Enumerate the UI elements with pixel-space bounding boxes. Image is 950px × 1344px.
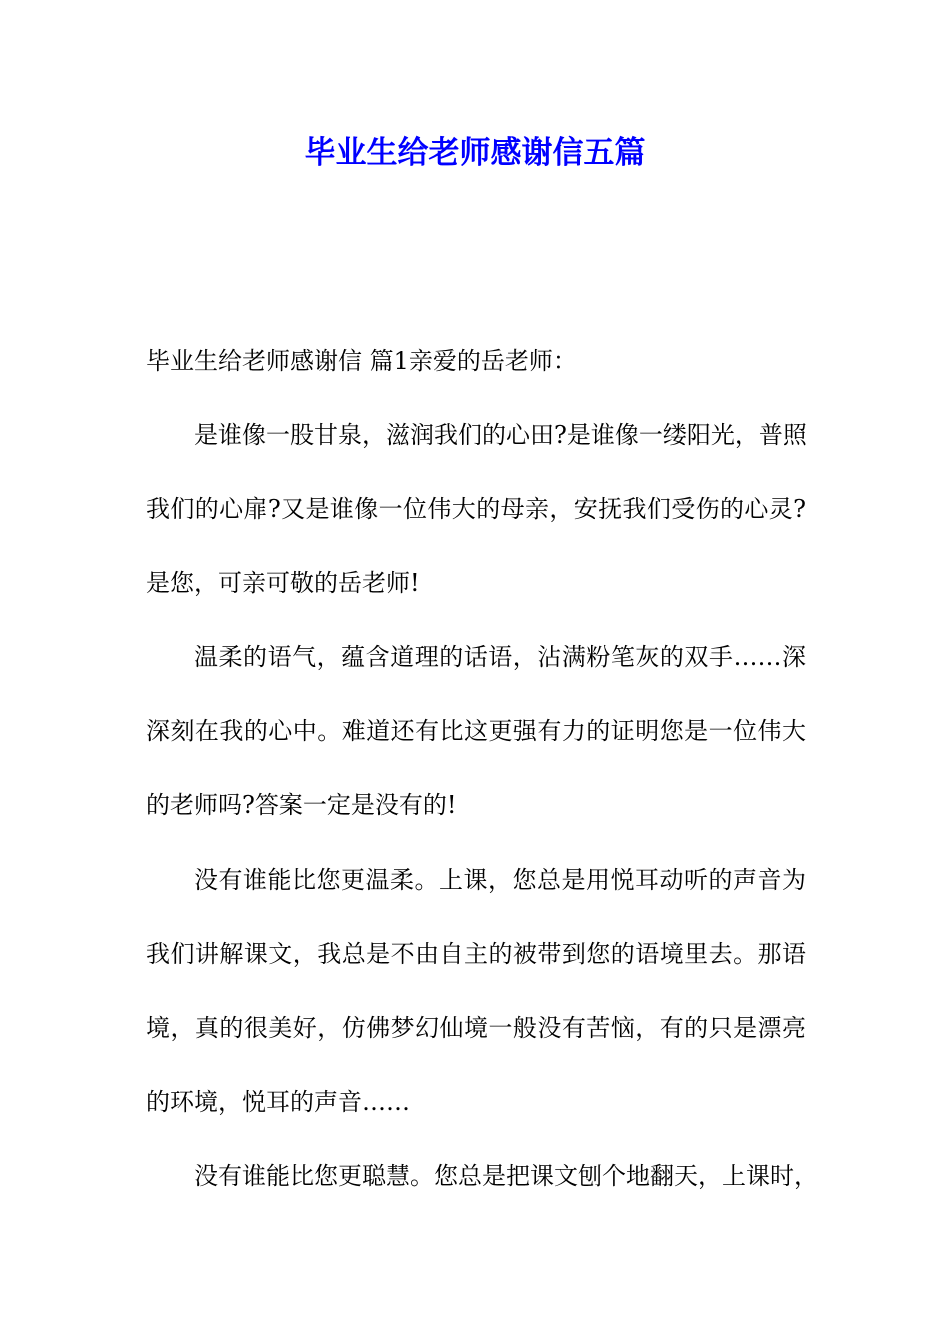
paragraph-line: 是谁像一股甘泉，滋润我们的心田?是谁像一缕阳光，普照 bbox=[194, 421, 807, 449]
paragraph-line: 是您，可亲可敬的岳老师! bbox=[146, 569, 420, 597]
document-title: 毕业生给老师感谢信五篇 bbox=[304, 135, 646, 171]
paragraph-heading-line: 毕业生给老师感谢信 篇1亲爱的岳老师： bbox=[146, 347, 577, 375]
paragraph-line: 温柔的语气，蕴含道理的话语，沾满粉笔灰的双手……深 bbox=[194, 643, 806, 671]
paragraph-line: 没有谁能比您更温柔。上课，您总是用悦耳动听的声音为 bbox=[194, 866, 806, 894]
paragraph-line: 我们讲解课文，我总是不由自主的被带到您的语境里去。那语 bbox=[146, 940, 806, 968]
paragraph-line: 的老师吗?答案一定是没有的! bbox=[146, 791, 457, 819]
paragraph-line: 我们的心扉?又是谁像一位伟大的母亲，安抚我们受伤的心灵? bbox=[146, 495, 806, 523]
paragraph-line: 境，真的很美好，仿佛梦幻仙境一般没有苦恼，有的只是漂亮 bbox=[146, 1014, 806, 1042]
paragraph-line: 深刻在我的心中。难道还有比这更强有力的证明您是一位伟大 bbox=[146, 717, 806, 745]
paragraph-line: 没有谁能比您更聪慧。您总是把课文刨个地翻天，上课时， bbox=[194, 1162, 818, 1190]
paragraph-line: 的环境，悦耳的声音…… bbox=[146, 1088, 410, 1116]
